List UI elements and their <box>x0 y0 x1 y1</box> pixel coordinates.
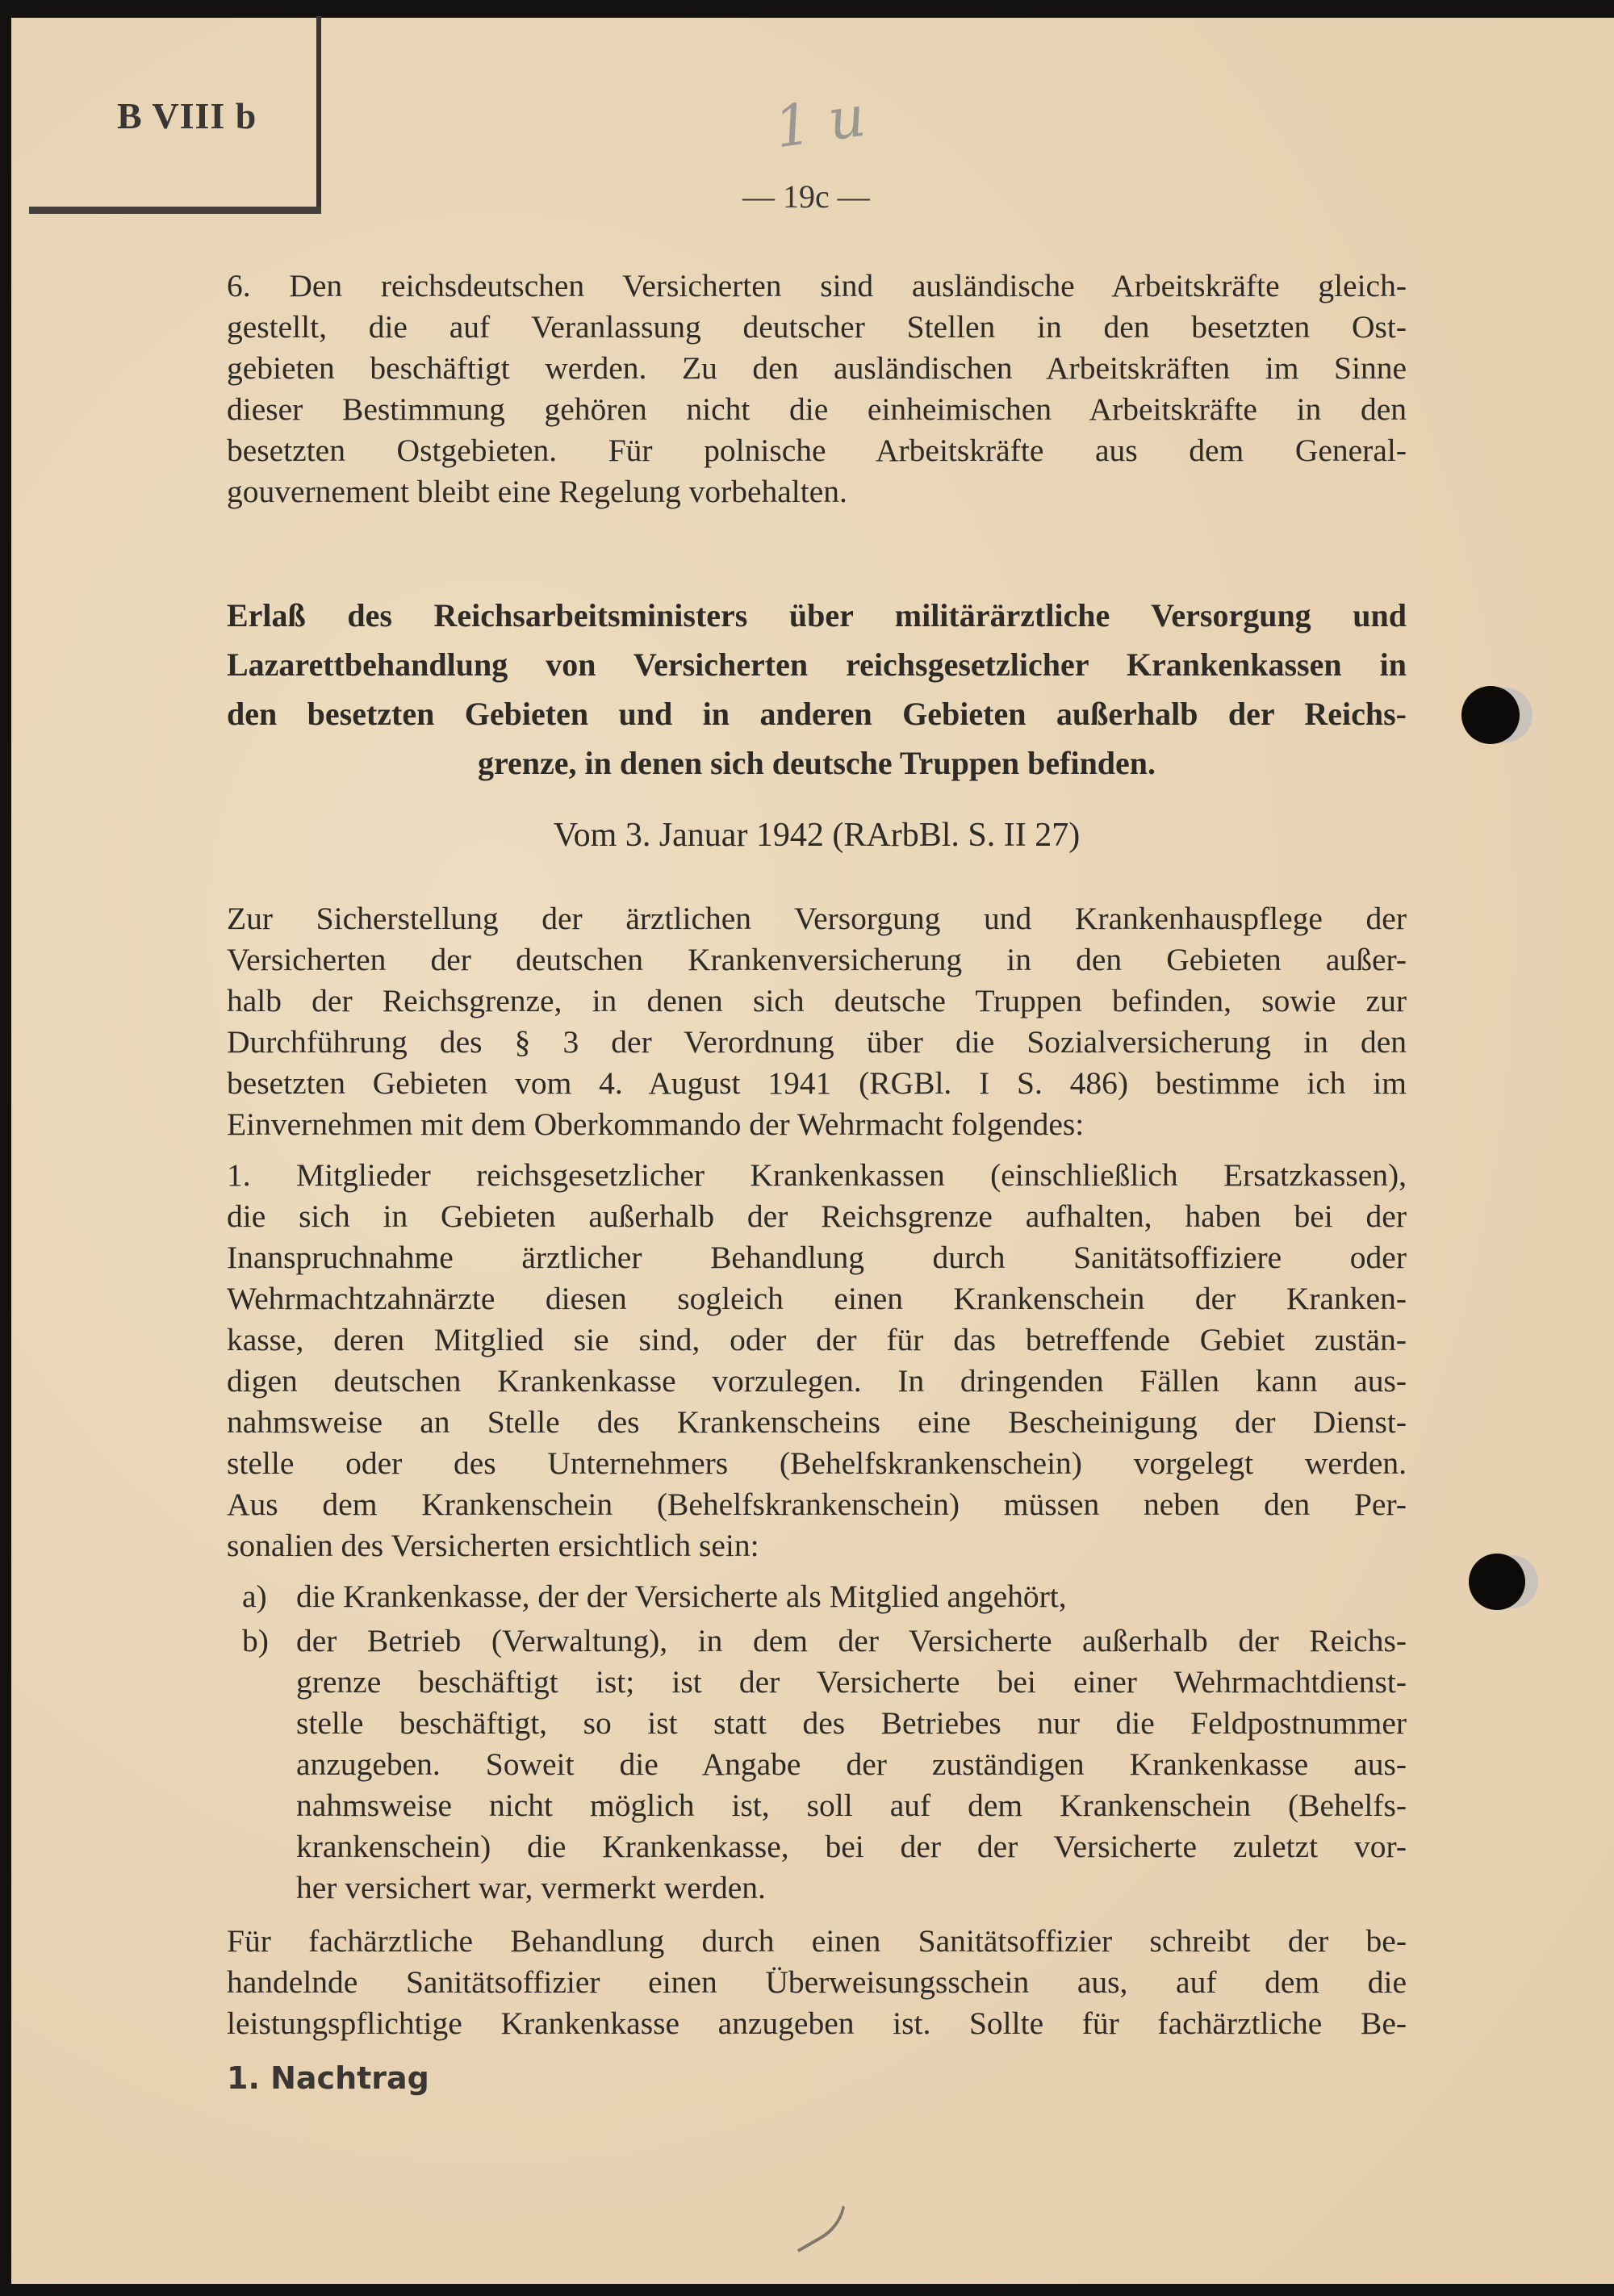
text-line: halb der Reichsgrenze, in denen sich deutsche Truppen befinden, sowie zur <box>227 983 1407 1018</box>
text-line: Inanspruchnahme ärztlicher Behandlung durch Sanitätsoffiziere oder <box>227 1240 1407 1275</box>
text-line: her versichert war, vermerkt werden. <box>296 1870 766 1905</box>
text-line: dieser Bestimmung gehören nicht die einheimischen Arbeitskräfte in den <box>227 391 1407 427</box>
index-tab-border <box>316 16 321 210</box>
text-line: besetzten Gebieten vom 4. August 1941 (RGBl. I S. 486) bestimme ich im <box>227 1065 1407 1101</box>
text-line: krankenschein) die Krankenkasse, bei der der Versicherte zuletzt vor- <box>296 1829 1407 1864</box>
text-line: stelle oder des Unternehmers (Behelfskrankenschein) vorgelegt werden. <box>227 1445 1407 1481</box>
text-line: kasse, deren Mitglied sie sind, oder der für das betreffende Gebiet zustän- <box>227 1322 1407 1357</box>
text-line: stelle beschäftigt, so ist statt des Betriebes nur die Feldpostnummer <box>296 1705 1407 1741</box>
text-line: der Betrieb (Verwaltung), in dem der Versicherte außerhalb der Reichs- <box>296 1623 1407 1658</box>
text-line: die sich in Gebieten außerhalb der Reichsgrenze aufhalten, haben bei der <box>227 1198 1407 1234</box>
decree-title <box>227 591 1407 788</box>
text-line: besetzten Ostgebieten. Für polnische Arbeitskräfte aus dem General- <box>227 433 1407 468</box>
text-line: Durchführung des § 3 der Verordnung über die Sozialversicherung in den <box>227 1024 1407 1060</box>
sub-item-label: b) <box>242 1623 269 1658</box>
text-line: Einvernehmen mit dem Oberkommando der Wehrmacht folgendes: <box>227 1106 1085 1142</box>
punch-hole-icon <box>1469 1554 1525 1610</box>
specialist-paragraph <box>227 1921 1407 2044</box>
decree-item-1 <box>227 1155 1407 1566</box>
text-line: anzugeben. Soweit die Angabe der zuständigen Krankenkasse aus- <box>296 1746 1407 1782</box>
text-line: Erlaß des Reichsarbeitsministers über militärärztliche Versorgung und <box>227 597 1407 634</box>
supplement-label: 1. Nachtrag <box>227 2060 429 2096</box>
text-line: Für fachärztliche Behandlung durch einen Sanitätsoffizier schreibt der be- <box>227 1923 1407 1959</box>
text-line: gestellt, die auf Veranlassung deutscher Stellen in den besetzten Ost- <box>227 309 1407 345</box>
text-line: Zur Sicherstellung der ärztlichen Versorgung und Krankenhauspflege der <box>227 901 1407 936</box>
section-code: B VIII b <box>117 95 257 136</box>
text-line: grenze, in denen sich deutsche Truppen befinden. <box>477 745 1156 781</box>
text-line: handelnde Sanitätsoffizier einen Überweisungsschein aus, auf dem die <box>227 1964 1407 2000</box>
paragraph-6 <box>227 266 1407 512</box>
decree-intro <box>227 898 1407 1145</box>
sub-item-b <box>296 1621 1407 1909</box>
text-line: Aus dem Krankenschein (Behelfskrankenschein) müssen neben den Per- <box>227 1487 1407 1522</box>
sub-item-label: a) <box>242 1579 267 1614</box>
text-line: den besetzten Gebieten und in anderen Gebieten außerhalb der Reichs- <box>227 696 1407 732</box>
page-number: — 19c — <box>742 178 870 215</box>
text-line: 6. Den reichsdeutschen Versicherten sind ausländische Arbeitskräfte gleich- <box>227 268 1407 303</box>
decree-date: Vom 3. Januar 1942 (RArbBl. S. II 27) <box>553 817 1081 854</box>
text-line: Wehrmachtzahnärzte diesen sogleich einen Krankenschein der Kranken- <box>227 1281 1407 1316</box>
text-line: nahmsweise nicht möglich ist, soll auf dem Krankenschein (Behelfs- <box>296 1788 1407 1823</box>
text-line: sonalien des Versicherten ersichtlich sein: <box>227 1528 759 1563</box>
text-line: die Krankenkasse, der der Versicherte als Mitglied angehört, <box>296 1579 1067 1614</box>
text-line: 1. Mitglieder reichsgesetzlicher Krankenkassen (einschließlich Ersatzkassen), <box>227 1157 1407 1193</box>
text-line: leistungspflichtige Krankenkasse anzugeben ist. Sollte für fachärztliche Be- <box>227 2005 1407 2041</box>
text-line: nahmsweise an Stelle des Krankenscheins eine Bescheinigung der Dienst- <box>227 1404 1407 1440</box>
text-line: gebieten beschäftigt werden. Zu den ausländischen Arbeitskräften im Sinne <box>227 350 1407 386</box>
punch-hole-icon <box>1461 686 1520 744</box>
index-tab-border <box>29 207 321 214</box>
text-line: grenze beschäftigt ist; ist der Versicherte bei einer Wehrmachtdienst- <box>296 1664 1407 1700</box>
handwritten-note: 1 u <box>770 82 870 161</box>
text-line: Versicherten der deutschen Krankenversicherung in den Gebieten außer- <box>227 942 1407 977</box>
text-line: digen deutschen Krankenkasse vorzulegen. In dringenden Fällen kann aus- <box>227 1363 1407 1399</box>
text-line: gouvernement bleibt eine Regelung vorbehalten. <box>227 474 847 509</box>
text-line: Lazarettbehandlung von Versicherten reichsgesetzlicher Krankenkassen in <box>227 646 1407 683</box>
sub-item-a <box>296 1576 1407 1617</box>
